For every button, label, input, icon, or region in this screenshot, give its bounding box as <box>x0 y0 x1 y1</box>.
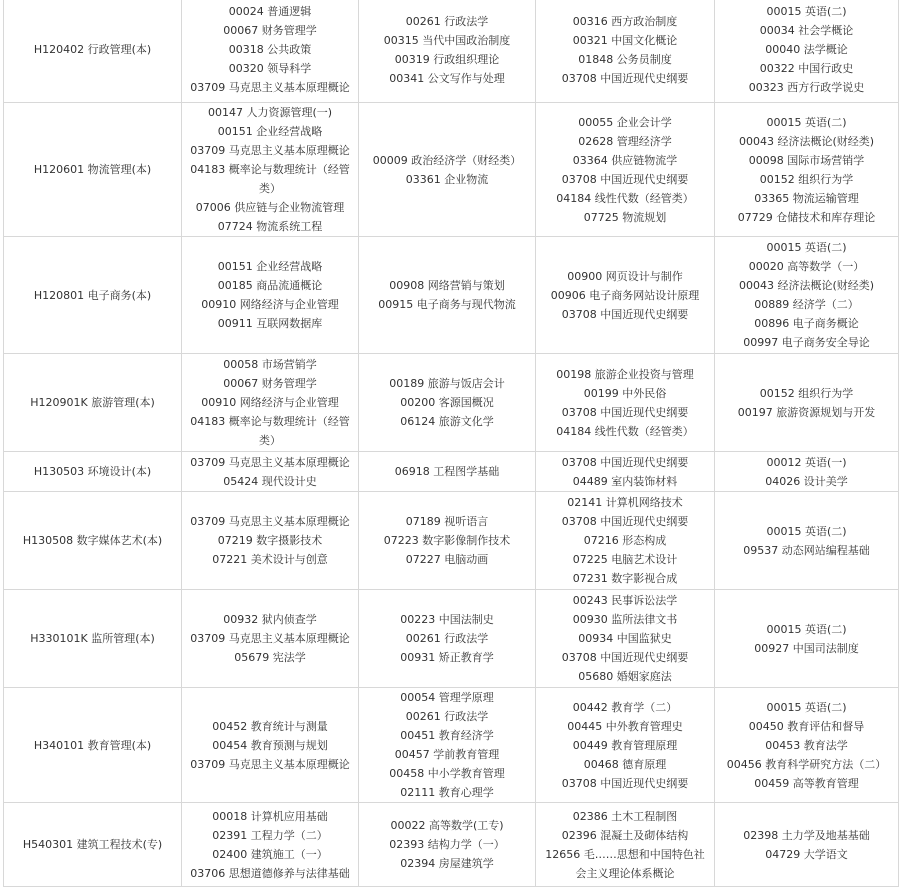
course-item: 04489 室内装饰材料 <box>572 474 678 488</box>
course-item: 07225 电脑艺术设计 <box>572 553 678 566</box>
semester-courses-cell <box>536 492 715 590</box>
major-name-cell: H130508 数字媒体艺术(本) <box>4 492 182 590</box>
semester-courses-cell <box>359 803 536 887</box>
course-item: 04183 概率论与数理统计（经管类） <box>190 415 350 447</box>
course-item: 01848 公务员制度 <box>578 52 672 66</box>
semester-courses-cell <box>715 103 899 237</box>
major-name-cell: H130503 环境设计(本) <box>4 452 182 492</box>
course-item: 00934 中国监狱史 <box>578 632 672 645</box>
course-item: 00468 德育原理 <box>583 757 667 771</box>
course-item: 00320 领导科学 <box>228 62 312 75</box>
semester-courses-cell <box>182 103 359 237</box>
course-item: 00185 商品流通概论 <box>217 279 323 292</box>
semester-courses-cell <box>182 492 359 590</box>
course-item: 00910 网络经济与企业管理 <box>201 396 339 409</box>
course-item: 00458 中小学教育管理 <box>389 767 505 780</box>
course-item: 03709 马克思主义基本原理概论 <box>190 632 350 645</box>
semester-courses-cell <box>536 0 715 103</box>
semester-courses-cell <box>536 590 715 688</box>
course-item: 07725 物流规划 <box>583 210 667 224</box>
course-item: 07729 仓储技术和库存理论 <box>737 210 876 224</box>
table-row <box>4 492 899 590</box>
course-item: 00199 中外民俗 <box>583 386 667 400</box>
semester-courses-cell <box>182 452 359 492</box>
major-name-cell: H340101 教育管理(本) <box>4 688 182 803</box>
semester-courses-cell <box>182 354 359 452</box>
major-name-cell: H120801 电子商务(本) <box>4 237 182 354</box>
table-row <box>4 803 899 887</box>
course-item: 04026 设计美学 <box>765 474 848 488</box>
table-row <box>4 688 899 803</box>
course-item: 07219 数字摄影技术 <box>217 534 323 547</box>
semester-courses-cell <box>715 354 899 452</box>
course-item: 00261 行政法学 <box>405 632 489 645</box>
course-item: 07221 美术设计与创意 <box>212 553 328 566</box>
course-item: 00318 公共政策 <box>228 43 312 56</box>
course-item: 03709 马克思主义基本原理概论 <box>190 757 350 771</box>
course-item: 00315 当代中国政治制度 <box>383 33 511 47</box>
semester-courses-cell <box>715 237 899 354</box>
course-item: 00932 狱内侦查学 <box>223 613 317 626</box>
course-item: 00015 英语(二) <box>766 622 847 636</box>
course-item: 07231 数字影视合成 <box>572 572 678 585</box>
major-name-cell: H120402 行政管理(本) <box>4 0 182 103</box>
course-item: 00449 教育管理原理 <box>572 738 678 752</box>
course-item: 00015 英语(二) <box>766 241 847 254</box>
course-item: 00055 企业会计学 <box>578 115 672 129</box>
course-item: 00223 中国法制史 <box>400 613 494 626</box>
course-item: 00058 市场营销学 <box>223 358 317 371</box>
course-item: 03708 中国近现代史纲要 <box>561 651 689 664</box>
course-item: 00457 学前教育管理 <box>394 748 500 761</box>
table-row <box>4 452 899 492</box>
course-item: 02386 土木工程制图 <box>572 809 678 823</box>
course-item: 00915 电子商务与现代物流 <box>378 298 516 311</box>
course-item: 00022 高等数学(工专) <box>390 819 504 832</box>
semester-courses-cell <box>715 590 899 688</box>
course-item: 00341 公文写作与处理 <box>389 71 505 85</box>
course-item: 12656 毛……思想和中国特色社会主义理论体系概论 <box>545 847 705 880</box>
course-item: 00997 电子商务安全导论 <box>743 336 870 349</box>
course-item: 00152 组织行为学 <box>759 386 854 400</box>
course-item: 02111 教育心理学 <box>400 786 494 799</box>
course-item: 00015 英语(二) <box>766 700 847 714</box>
course-item: 04183 概率论与数理统计（经管类） <box>190 163 350 195</box>
course-item: 00927 中国司法制度 <box>754 641 859 655</box>
course-item: 03709 马克思主义基本原理概论 <box>190 144 350 157</box>
course-item: 00930 监所法律文书 <box>572 613 678 626</box>
course-item: 07724 物流系统工程 <box>217 220 323 233</box>
course-item: 00015 英语(二) <box>766 5 847 18</box>
course-item: 00261 行政法学 <box>405 710 489 723</box>
course-item: 02394 房屋建筑学 <box>400 857 494 870</box>
course-item: 00054 管理学原理 <box>400 691 494 704</box>
course-item: 03708 中国近现代史纲要 <box>561 172 689 186</box>
semester-courses-cell <box>182 803 359 887</box>
course-item: 02398 土力学及地基基础 <box>743 828 870 842</box>
course-item: 00009 政治经济学（财经类） <box>372 153 522 167</box>
semester-courses-cell <box>182 237 359 354</box>
course-item: 05680 婚姻家庭法 <box>578 670 672 683</box>
course-item: 00043 经济法概论(财经类) <box>738 134 875 148</box>
course-item: 00456 教育科学研究方法（二） <box>726 757 887 771</box>
major-name-cell: H330101K 监所管理(本) <box>4 590 182 688</box>
course-item: 03709 马克思主义基本原理概论 <box>190 515 350 528</box>
course-item: 03708 中国近现代史纲要 <box>561 515 689 528</box>
course-item: 00098 国际市场营销学 <box>748 153 865 167</box>
table-row <box>4 237 899 354</box>
course-item: 00908 网络营销与策划 <box>389 279 505 292</box>
course-item: 00200 客源国概况 <box>400 396 494 409</box>
course-item: 00442 教育学（二） <box>572 700 678 714</box>
course-item: 02396 混凝土及砌体结构 <box>561 828 689 842</box>
semester-courses-cell <box>359 590 536 688</box>
course-item: 07216 形态构成 <box>583 534 667 547</box>
semester-courses-cell <box>182 590 359 688</box>
semester-courses-cell <box>715 492 899 590</box>
course-item: 03708 中国近现代史纲要 <box>561 455 689 469</box>
semester-courses-cell <box>715 0 899 103</box>
table-row <box>4 0 899 103</box>
course-item: 03709 马克思主义基本原理概论 <box>190 455 350 469</box>
course-item: 00453 教育法学 <box>765 738 848 752</box>
table-row <box>4 590 899 688</box>
semester-courses-cell <box>536 103 715 237</box>
course-item: 00316 西方政治制度 <box>572 14 678 28</box>
course-item: 00459 高等教育管理 <box>754 776 859 790</box>
course-item: 00451 教育经济学 <box>400 729 494 742</box>
course-item: 02393 结构力学（一） <box>389 838 505 851</box>
course-item: 02391 工程力学（二） <box>212 828 328 842</box>
semester-courses-cell <box>536 803 715 887</box>
course-item: 00197 旅游资源规划与开发 <box>737 405 876 419</box>
table-body <box>4 0 899 887</box>
course-item: 00906 电子商务网站设计原理 <box>550 288 700 302</box>
course-item: 00020 高等数学（一） <box>748 260 865 273</box>
course-item: 05424 现代设计史 <box>223 474 317 488</box>
course-item: 00321 中国文化概论 <box>572 33 678 47</box>
semester-courses-cell <box>359 103 536 237</box>
semester-courses-cell <box>359 492 536 590</box>
semester-courses-cell <box>715 688 899 803</box>
semester-courses-cell <box>182 0 359 103</box>
course-item: 00151 企业经营战略 <box>217 260 323 273</box>
course-item: 07223 数字影像制作技术 <box>383 534 511 547</box>
course-item: 00067 财务管理学 <box>223 377 317 390</box>
course-item: 04729 大学语文 <box>765 847 848 861</box>
semester-courses-cell <box>536 452 715 492</box>
course-item: 00911 互联网数据库 <box>217 317 323 330</box>
course-item: 00445 中外教育管理史 <box>567 719 683 733</box>
course-item: 00018 计算机应用基础 <box>212 809 328 823</box>
semester-courses-cell <box>359 0 536 103</box>
course-item: 00319 行政组织理论 <box>394 52 500 66</box>
course-item: 00198 旅游企业投资与管理 <box>556 367 694 381</box>
course-item: 06918 工程图学基础 <box>394 465 500 478</box>
course-item: 03708 中国近现代史纲要 <box>561 776 689 790</box>
course-item: 06124 旅游文化学 <box>400 415 494 428</box>
course-item: 00896 电子商务概论 <box>754 317 859 330</box>
semester-courses-cell <box>359 237 536 354</box>
course-item: 07006 供应链与企业物流管理 <box>195 201 345 214</box>
semester-courses-cell <box>715 803 899 887</box>
course-item: 00243 民事诉讼法学 <box>572 594 678 607</box>
course-item: 00931 矫正教育学 <box>400 651 494 664</box>
course-item: 00043 经济法概论(财经类) <box>738 279 875 292</box>
course-item: 07189 视听语言 <box>405 515 489 528</box>
course-item: 02141 计算机网络技术 <box>567 496 683 509</box>
semester-courses-cell <box>536 237 715 354</box>
course-item: 04184 线性代数（经管类） <box>556 424 694 438</box>
course-item: 02400 建筑施工（一） <box>212 847 328 861</box>
major-name-cell: H120601 物流管理(本) <box>4 103 182 237</box>
table-row <box>4 103 899 237</box>
course-item: 00323 西方行政学说史 <box>748 81 865 94</box>
course-item: 07227 电脑动画 <box>405 553 489 566</box>
semester-courses-cell <box>536 354 715 452</box>
course-item: 00012 英语(一) <box>766 455 847 469</box>
semester-courses-cell <box>536 688 715 803</box>
major-name-cell: H120901K 旅游管理(本) <box>4 354 182 452</box>
course-item: 00024 普通逻辑 <box>228 5 312 18</box>
course-item: 05679 宪法学 <box>234 651 306 664</box>
course-item: 03364 供应链物流学 <box>572 153 678 167</box>
semester-courses-cell <box>182 688 359 803</box>
course-item: 00015 英语(二) <box>766 524 847 538</box>
course-item: 03361 企业物流 <box>405 172 489 186</box>
course-item: 03708 中国近现代史纲要 <box>561 307 689 321</box>
semester-courses-cell <box>715 452 899 492</box>
course-item: 00147 人力资源管理(一) <box>207 106 333 119</box>
course-item: 00261 行政法学 <box>405 14 489 28</box>
course-item: 00910 网络经济与企业管理 <box>201 298 339 311</box>
course-item: 00322 中国行政史 <box>759 62 854 75</box>
course-item: 03365 物流运输管理 <box>754 191 859 205</box>
course-item: 02628 管理经济学 <box>578 134 672 148</box>
course-item: 09537 动态网站编程基础 <box>743 543 870 557</box>
course-item: 00454 教育预测与规划 <box>212 738 328 752</box>
course-item: 03708 中国近现代史纲要 <box>561 405 689 419</box>
course-item: 00450 教育评估和督导 <box>748 719 865 733</box>
course-item: 03706 思想道德修养与法律基础 <box>190 866 350 880</box>
semester-courses-cell <box>359 452 536 492</box>
course-item: 00034 社会学概论 <box>759 24 854 37</box>
course-item: 00900 网页设计与制作 <box>567 269 683 283</box>
course-item: 00452 教育统计与测量 <box>212 719 328 733</box>
table-row <box>4 354 899 452</box>
course-item: 00889 经济学（二） <box>754 298 859 311</box>
course-item: 03709 马克思主义基本原理概论 <box>190 81 350 94</box>
course-item: 00015 英语(二) <box>766 115 847 129</box>
course-item: 00189 旅游与饭店会计 <box>389 377 505 390</box>
major-name-cell: H540301 建筑工程技术(专) <box>4 803 182 887</box>
course-item: 00067 财务管理学 <box>223 24 317 37</box>
course-item: 00151 企业经营战略 <box>217 125 323 138</box>
semester-courses-cell <box>359 688 536 803</box>
exam-schedule-table <box>3 0 899 887</box>
course-item: 00040 法学概论 <box>765 43 848 56</box>
course-item: 00152 组织行为学 <box>759 172 854 186</box>
semester-courses-cell <box>359 354 536 452</box>
course-item: 03708 中国近现代史纲要 <box>561 71 689 85</box>
course-item: 04184 线性代数（经管类） <box>556 191 694 205</box>
